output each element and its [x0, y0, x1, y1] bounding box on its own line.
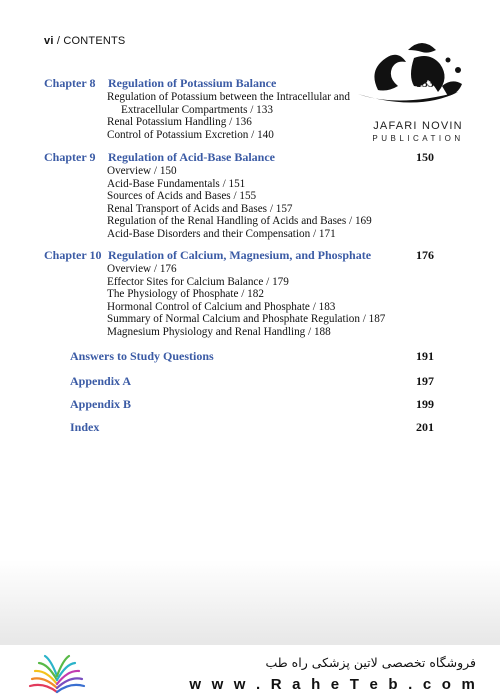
backmatter-index: [70, 420, 434, 435]
publisher-name: JAFARI NOVIN: [373, 120, 463, 132]
shop-url[interactable]: w w w . R a h e T e b . c o m: [189, 676, 478, 693]
publisher-logo-text: [348, 120, 488, 143]
backmatter-answers: [70, 349, 434, 364]
running-header: vi / CONTENTS: [44, 35, 126, 47]
chapter-title[interactable]: Regulation of Potassium Balance: [108, 76, 277, 90]
backmatter-appendix-b: [70, 397, 434, 412]
toc-entry[interactable]: The Physiology of Phosphate / 182: [107, 288, 264, 301]
page-bottom-fade: [0, 560, 500, 650]
toc-entry[interactable]: Overview / 176: [107, 263, 177, 275]
backmatter-page: 199: [416, 397, 434, 411]
toc-entry[interactable]: Sources of Acids and Bases / 155: [107, 190, 257, 203]
chapter-entries: [107, 263, 434, 339]
toc-entry[interactable]: Control of Potassium Excretion / 140: [107, 128, 274, 141]
toc-entry[interactable]: Renal Transport of Acids and Bases / 157: [107, 202, 293, 215]
toc-entry[interactable]: Acid-Base Fundamentals / 151: [107, 177, 246, 190]
toc-entry[interactable]: Regulation of the Renal Handling of Acids and Bases / 169: [107, 215, 372, 228]
chapter-number: Chapter 8: [44, 76, 96, 90]
backmatter-title[interactable]: Answers to Study Questions: [70, 349, 214, 363]
toc-entry[interactable]: Acid-Base Disorders and their Compensation / 171: [107, 227, 336, 240]
chapter-number: Chapter 9: [44, 150, 96, 164]
backmatter-title[interactable]: Appendix A: [70, 374, 132, 388]
open-book-icon: [26, 652, 88, 696]
section-title: CONTENTS: [63, 35, 126, 47]
chapter-page: 176: [416, 248, 434, 262]
toc-entry[interactable]: Regulation of Potassium between the Intracellular and: [107, 91, 350, 103]
toc-entry[interactable]: Effector Sites for Calcium Balance / 179: [107, 275, 289, 288]
toc-entry[interactable]: Overview / 150: [107, 165, 177, 177]
page-number: vi: [44, 35, 54, 47]
chapter-number: Chapter 10: [44, 248, 102, 262]
backmatter-page: 191: [416, 349, 434, 363]
toc-entry[interactable]: Magnesium Physiology and Renal Handling / 188: [107, 325, 331, 338]
backmatter-title[interactable]: Index: [70, 420, 100, 434]
toc-entry[interactable]: Extracellular Compartments / 133: [121, 103, 273, 116]
toc-entry[interactable]: Summary of Normal Calcium and Phosphate Regulation / 187: [107, 313, 386, 326]
chapter-10-block: [44, 248, 434, 339]
backmatter-appendix-a: [70, 374, 434, 389]
backmatter-page: 201: [416, 420, 434, 434]
backmatter-page: 197: [416, 374, 434, 388]
chapter-page: 150: [416, 150, 434, 164]
toc-entry[interactable]: Hormonal Control of Calcium and Phosphate / 183: [107, 300, 336, 313]
chapter-entries: [107, 165, 434, 241]
backmatter-title[interactable]: Appendix B: [70, 397, 132, 411]
publisher-subtitle: PUBLICATION: [372, 134, 464, 143]
chapter-title[interactable]: Regulation of Acid-Base Balance: [108, 150, 275, 164]
toc-entry[interactable]: Renal Potassium Handling / 136: [107, 116, 252, 129]
chapter-9-block: [44, 150, 434, 241]
shop-name: فروشگاه تخصصی لاتین پزشکی راه طب: [265, 655, 476, 670]
chapter-title[interactable]: Regulation of Calcium, Magnesium, and Phosphate: [108, 248, 372, 262]
